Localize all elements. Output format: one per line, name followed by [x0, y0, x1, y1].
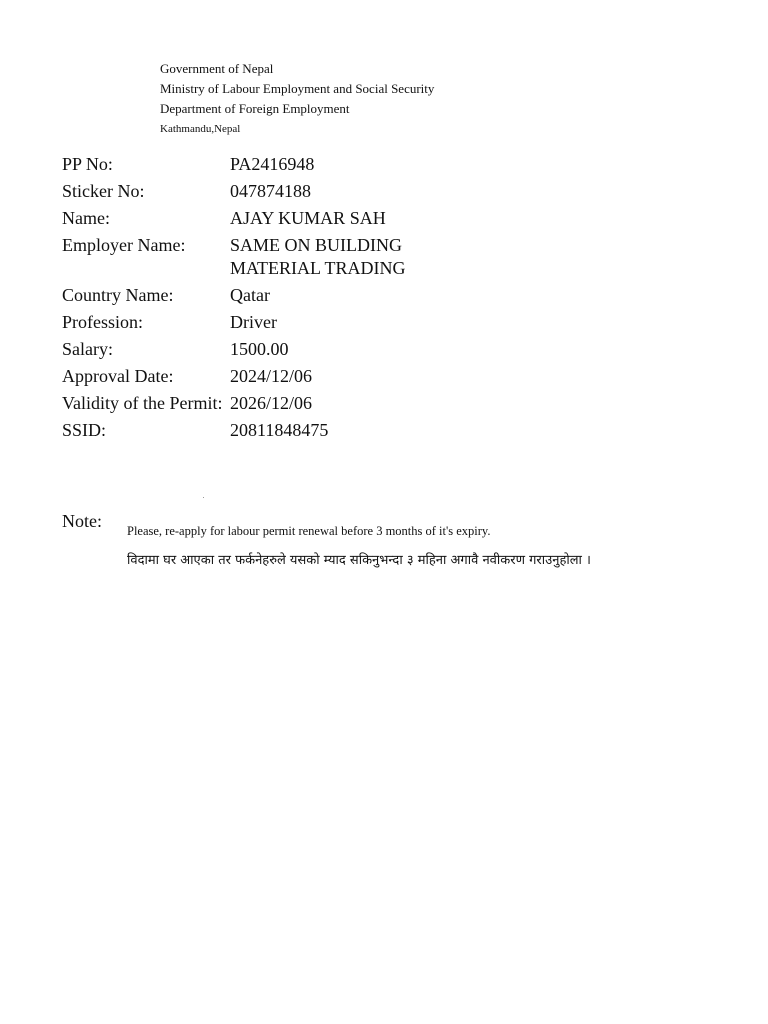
field-label: Name:	[62, 208, 110, 228]
field-value: 20811848475	[230, 420, 329, 440]
field-label: PP No:	[62, 154, 113, 174]
field-value: 2024/12/06	[230, 366, 313, 386]
field-value: Qatar	[230, 285, 270, 305]
field-label: Salary:	[62, 339, 113, 359]
field-label: Country Name:	[62, 285, 174, 305]
field-value: SAME ON BUILDING MATERIAL TRADING	[230, 235, 406, 278]
field-label: Profession:	[62, 312, 143, 332]
note-text-english: Please, re-apply for labour permit renewal before 3 months of it's expiry.	[127, 524, 491, 538]
field-label: Approval Date:	[62, 366, 174, 386]
office-location: Kathmandu,Nepal	[160, 123, 241, 135]
field-row-name	[62, 207, 542, 230]
field-label: Employer Name:	[62, 235, 186, 255]
field-row-salary	[62, 338, 542, 361]
field-row-pp-no	[62, 153, 542, 176]
stray-dot	[203, 497, 204, 498]
ministry-name: Ministry of Labour Employment and Social Security	[160, 81, 435, 96]
field-label: SSID:	[62, 420, 107, 440]
field-row-profession	[62, 311, 542, 334]
permit-details	[62, 153, 542, 446]
field-row-sticker-no	[62, 180, 542, 203]
government-name: Government of Nepal	[160, 61, 274, 76]
field-row-employer-name	[62, 234, 542, 280]
document-header	[160, 59, 434, 139]
field-value: 2026/12/06	[230, 393, 313, 413]
field-row-permit-validity	[62, 392, 542, 415]
department-name: Department of Foreign Employment	[160, 101, 350, 116]
field-row-approval-date	[62, 365, 542, 388]
field-row-ssid	[62, 419, 542, 442]
note-label: Note:	[62, 511, 102, 531]
field-value: 047874188	[230, 181, 311, 201]
field-label: Sticker No:	[62, 181, 145, 201]
field-value: AJAY KUMAR SAH	[230, 208, 386, 228]
field-label: Validity of the Permit:	[62, 393, 223, 413]
note-text-nepali: विदामा घर आएका तर फर्कनेहरुले यसको म्याद सकिनुभन्दा ३ महिना अगावै नवीकरण गराउनुहोला ।	[127, 553, 591, 568]
field-value: 1500.00	[230, 339, 289, 359]
field-value: PA2416948	[230, 154, 315, 174]
field-value: Driver	[230, 312, 277, 332]
field-row-country-name	[62, 284, 542, 307]
